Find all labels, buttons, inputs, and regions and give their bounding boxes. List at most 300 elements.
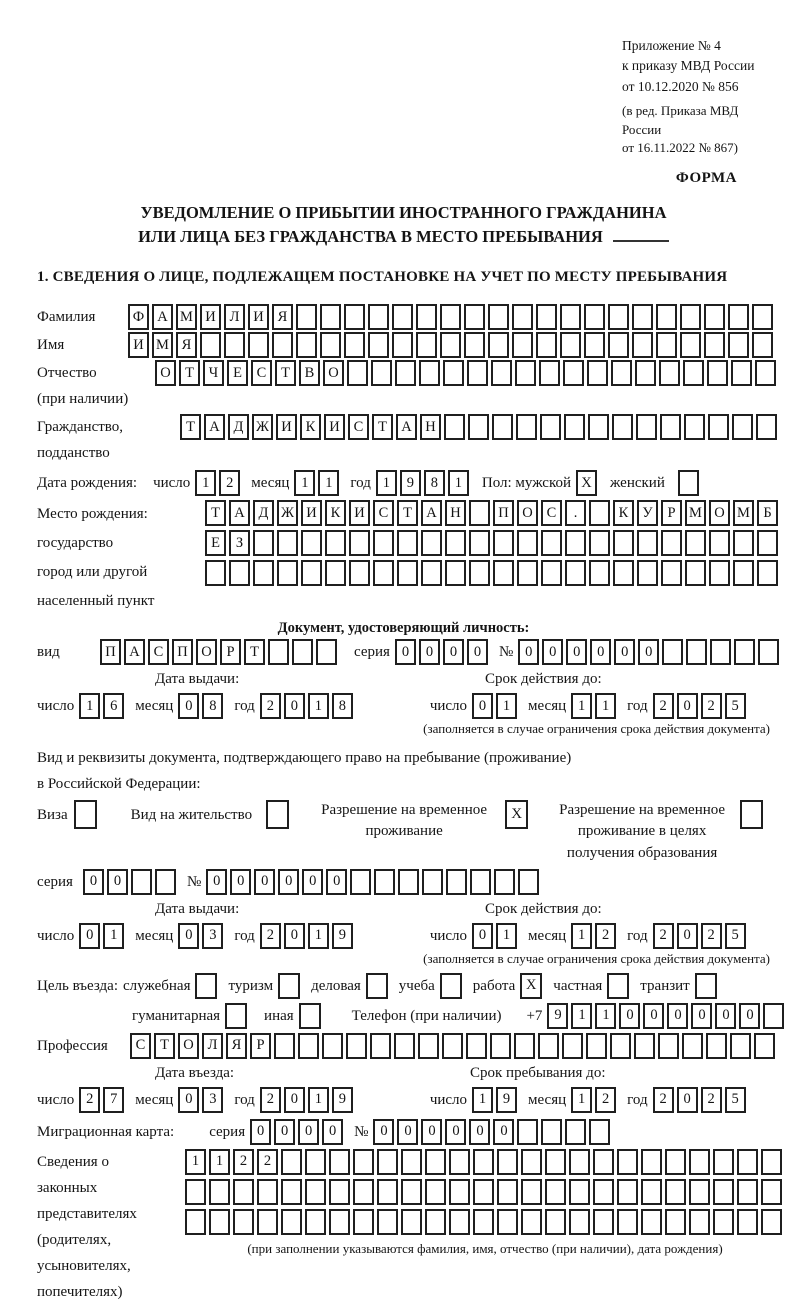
char-box: 9	[547, 1003, 568, 1029]
year-label: год	[627, 927, 648, 944]
char-box	[562, 1033, 583, 1059]
char-box	[344, 304, 365, 330]
char-box	[131, 869, 152, 895]
char-box	[565, 560, 586, 586]
char-box	[449, 1179, 470, 1205]
char-box: А	[229, 500, 250, 526]
day-label: число	[153, 475, 191, 492]
char-box: 1	[448, 470, 469, 496]
purpose-option-label: служебная	[122, 977, 191, 994]
char-box	[224, 332, 245, 358]
entry-year	[260, 1087, 356, 1113]
char-box: 0	[107, 869, 128, 895]
char-box	[685, 530, 706, 556]
char-box: Н	[445, 500, 466, 526]
char-box	[185, 1179, 206, 1205]
char-box	[373, 560, 394, 586]
staydoc-number-boxes	[206, 869, 542, 895]
char-box	[710, 639, 731, 665]
char-box	[569, 1149, 590, 1175]
char-box: 0	[469, 1119, 490, 1145]
char-box: 1	[571, 1003, 592, 1029]
char-box	[443, 360, 464, 386]
purpose-option-label: гуманитарная	[132, 1007, 221, 1024]
char-box	[398, 869, 419, 895]
char-box	[277, 530, 298, 556]
until-year	[653, 1087, 749, 1113]
ref-line: от 10.12.2020 № 856	[622, 78, 739, 94]
char-box	[516, 414, 537, 440]
staydoc-issue-day	[79, 923, 127, 949]
char-box: Т	[244, 639, 265, 665]
sex-label: Пол: мужской	[481, 475, 572, 492]
purpose-option-label: деловая	[311, 977, 361, 994]
char-box	[274, 1033, 295, 1059]
char-box	[368, 304, 389, 330]
char-box: О	[709, 500, 730, 526]
char-box: О	[178, 1033, 199, 1059]
iddoc-kind-label: вид	[37, 644, 60, 661]
char-box	[322, 1033, 343, 1059]
char-box	[661, 530, 682, 556]
iddoc-note: (заполняется в случае ограничения срока действия документа)	[423, 721, 770, 737]
char-box	[469, 560, 490, 586]
staydoc-date-headers	[37, 901, 770, 923]
char-box: У	[637, 500, 658, 526]
day-label: число	[37, 927, 75, 944]
char-box: 0	[373, 1119, 394, 1145]
citizenship-label: Гражданство, подданство	[37, 419, 124, 462]
char-box	[611, 360, 632, 386]
char-box: 1	[185, 1149, 206, 1175]
char-box	[425, 1149, 446, 1175]
char-box	[521, 1149, 542, 1175]
char-box: А	[152, 304, 173, 330]
entry-date-headers	[37, 1065, 770, 1087]
birthplace-boxes	[205, 500, 781, 586]
birth-year-boxes	[376, 470, 472, 496]
char-box: А	[204, 414, 225, 440]
char-box	[518, 869, 539, 895]
purpose-option-label: частная	[553, 977, 603, 994]
birthdate-label: Дата рождения:	[37, 475, 138, 492]
staydoc-valid-year	[653, 923, 749, 949]
char-box: Т	[397, 500, 418, 526]
char-box: З	[229, 530, 250, 556]
staydoc-series-boxes	[83, 869, 179, 895]
birthplace-row-1	[205, 500, 781, 526]
char-box	[292, 639, 313, 665]
char-box	[517, 1119, 538, 1145]
char-box	[419, 360, 440, 386]
char-box: Ж	[277, 500, 298, 526]
char-box	[296, 332, 317, 358]
char-box	[514, 1033, 535, 1059]
char-box: О	[196, 639, 217, 665]
title-line-2: ИЛИ ЛИЦА БЕЗ ГРАЖДАНСТВА В МЕСТО ПРЕБЫВАНИЯ	[37, 225, 770, 249]
profession-row	[37, 1033, 770, 1059]
staydoc-dates-row	[37, 923, 770, 949]
entry-month	[178, 1087, 226, 1113]
char-box: 2	[701, 923, 722, 949]
year-label: год	[234, 1091, 255, 1108]
staydoc-issue-month	[178, 923, 226, 949]
char-box	[329, 1209, 350, 1235]
char-box	[569, 1179, 590, 1205]
char-box	[756, 414, 777, 440]
char-box: 0	[643, 1003, 664, 1029]
iddoc-issue-day	[79, 693, 127, 719]
char-box: 0	[302, 869, 323, 895]
char-box: 6	[103, 693, 124, 719]
char-box	[641, 1209, 662, 1235]
char-box	[658, 1033, 679, 1059]
series-label: серия	[37, 873, 73, 890]
visa-label: Виза	[37, 806, 68, 823]
char-box	[593, 1209, 614, 1235]
char-box: 9	[332, 923, 353, 949]
char-box	[468, 414, 489, 440]
char-box	[473, 1209, 494, 1235]
day-label: число	[429, 1091, 468, 1108]
birthplace-label: Место рождения: государство город или другой населенный пункт	[37, 506, 155, 610]
char-box: 5	[725, 923, 746, 949]
char-box: 0	[397, 1119, 418, 1145]
phone-boxes	[547, 1003, 787, 1029]
char-box: 2	[257, 1149, 278, 1175]
char-box: 0	[667, 1003, 688, 1029]
char-box	[545, 1149, 566, 1175]
char-box: С	[373, 500, 394, 526]
iddoc-series-boxes	[395, 639, 491, 665]
purpose-private-checkbox	[607, 973, 629, 999]
char-box	[374, 869, 395, 895]
char-box: Н	[420, 414, 441, 440]
char-box	[469, 500, 490, 526]
char-box	[689, 1179, 710, 1205]
char-box	[515, 360, 536, 386]
char-box	[449, 1149, 470, 1175]
char-box	[632, 332, 653, 358]
char-box: 1	[103, 923, 124, 949]
char-box	[253, 530, 274, 556]
char-box	[344, 332, 365, 358]
representatives-note: (при заполнении указываются фамилия, имя, отчество (при наличии), дата рождения)	[247, 1240, 723, 1256]
char-box: 0	[274, 1119, 295, 1145]
char-box	[421, 530, 442, 556]
char-box: 7	[103, 1087, 124, 1113]
char-box: 0	[493, 1119, 514, 1145]
purpose-row-1	[37, 973, 770, 999]
char-box	[659, 360, 680, 386]
char-box: 0	[472, 923, 493, 949]
char-box: 2	[653, 923, 674, 949]
char-box	[541, 1119, 562, 1145]
temp-permit-label: Разрешение на временное проживание	[321, 801, 488, 840]
char-box	[470, 869, 491, 895]
valid-until-header: Срок действия до:	[485, 671, 602, 688]
char-box: 8	[424, 470, 445, 496]
sex-male-checkbox: X	[576, 470, 597, 496]
char-box	[758, 639, 779, 665]
char-box: Я	[176, 332, 197, 358]
char-box	[612, 414, 633, 440]
char-box	[665, 1149, 686, 1175]
number-label: №	[186, 873, 202, 890]
char-box: С	[148, 639, 169, 665]
char-box	[641, 1149, 662, 1175]
char-box	[233, 1179, 254, 1205]
edu-permit-checkbox	[740, 800, 763, 829]
birth-month-boxes	[294, 470, 342, 496]
char-box	[394, 1033, 415, 1059]
char-box	[662, 639, 683, 665]
char-box: 0	[715, 1003, 736, 1029]
char-box	[353, 1179, 374, 1205]
char-box	[761, 1149, 782, 1175]
title-underline	[613, 226, 669, 242]
char-box	[373, 530, 394, 556]
iddoc-valid-year	[653, 693, 749, 719]
migration-card-row	[37, 1119, 770, 1145]
staydoc-intro: Вид и реквизиты документа, подтверждающего право на пребывание (проживание) в Российской Федерации:	[37, 750, 572, 793]
char-box	[752, 304, 773, 330]
char-box: А	[396, 414, 417, 440]
char-box	[395, 360, 416, 386]
char-box	[587, 360, 608, 386]
day-label: число	[429, 698, 468, 715]
char-box	[680, 304, 701, 330]
char-box	[401, 1149, 422, 1175]
char-box: 0	[83, 869, 104, 895]
char-box: 0	[542, 639, 563, 665]
char-box	[392, 304, 413, 330]
char-box	[493, 530, 514, 556]
char-box: 0	[739, 1003, 760, 1029]
char-box: 0	[677, 923, 698, 949]
purpose-official-checkbox	[195, 973, 217, 999]
profession-boxes	[130, 1033, 778, 1059]
char-box: 2	[701, 1087, 722, 1113]
char-box: 2	[701, 693, 722, 719]
char-box	[301, 530, 322, 556]
char-box	[608, 332, 629, 358]
char-box	[473, 1179, 494, 1205]
char-box: К	[325, 500, 346, 526]
iddoc-valid-day	[472, 693, 520, 719]
char-box	[763, 1003, 784, 1029]
char-box	[584, 332, 605, 358]
birthdate-row	[37, 470, 770, 496]
day-label: число	[429, 927, 468, 944]
char-box	[713, 1179, 734, 1205]
section1-heading: 1. СВЕДЕНИЯ О ЛИЦЕ, ПОДЛЕЖАЩЕМ ПОСТАНОВКЕ НА УЧЕТ ПО МЕСТУ ПРЕБЫВАНИЯ	[37, 269, 728, 286]
char-box	[541, 530, 562, 556]
char-box	[608, 304, 629, 330]
char-box	[329, 1149, 350, 1175]
month-label: месяц	[528, 698, 567, 715]
char-box	[422, 869, 443, 895]
char-box	[708, 414, 729, 440]
char-box: Ч	[203, 360, 224, 386]
char-box	[757, 530, 778, 556]
char-box	[656, 304, 677, 330]
citizenship-boxes	[180, 414, 780, 440]
until-month	[571, 1087, 619, 1113]
char-box	[397, 560, 418, 586]
char-box	[281, 1149, 302, 1175]
char-box: 2	[595, 1087, 616, 1113]
char-box	[656, 332, 677, 358]
char-box: Т	[372, 414, 393, 440]
patronymic-boxes	[155, 360, 779, 386]
purpose-option-label: иная	[264, 1007, 294, 1024]
profession-label: Профессия	[37, 1037, 108, 1054]
char-box	[497, 1209, 518, 1235]
char-box	[637, 530, 658, 556]
residence-permit-label: Вид на жительство	[130, 806, 253, 823]
char-box	[305, 1209, 326, 1235]
char-box	[233, 1209, 254, 1235]
entry-day	[79, 1087, 127, 1113]
char-box: С	[348, 414, 369, 440]
char-box	[442, 1033, 463, 1059]
number-label: №	[354, 1123, 369, 1140]
char-box: Р	[220, 639, 241, 665]
char-box	[512, 304, 533, 330]
char-box: А	[124, 639, 145, 665]
char-box	[683, 360, 704, 386]
char-box: 1	[571, 923, 592, 949]
char-box	[637, 560, 658, 586]
char-box: 0	[178, 1087, 199, 1113]
purpose-business-checkbox	[366, 973, 388, 999]
char-box: М	[685, 500, 706, 526]
firstname-row	[37, 332, 770, 358]
char-box	[665, 1209, 686, 1235]
char-box: 0	[284, 693, 305, 719]
firstname-boxes	[128, 332, 776, 358]
char-box: Б	[757, 500, 778, 526]
entry-dates-row	[37, 1087, 770, 1113]
char-box	[565, 1119, 586, 1145]
char-box: 9	[400, 470, 421, 496]
char-box: 0	[566, 639, 587, 665]
char-box	[185, 1209, 206, 1235]
char-box: Ф	[128, 304, 149, 330]
surname-label: Фамилия	[37, 309, 96, 326]
day-label: число	[37, 1091, 75, 1108]
char-box: П	[493, 500, 514, 526]
char-box	[268, 639, 289, 665]
char-box	[682, 1033, 703, 1059]
patronymic-row	[37, 360, 770, 412]
char-box	[737, 1209, 758, 1235]
char-box: Д	[253, 500, 274, 526]
char-box	[377, 1209, 398, 1235]
char-box	[353, 1149, 374, 1175]
char-box	[755, 360, 776, 386]
char-box: С	[251, 360, 272, 386]
issue-date-header: Дата выдачи:	[155, 671, 240, 688]
staydoc-valid-day	[472, 923, 520, 949]
char-box	[517, 560, 538, 586]
char-box	[325, 530, 346, 556]
number-label: №	[498, 644, 514, 661]
series-label: серия	[354, 644, 390, 661]
birthplace-block	[37, 500, 770, 616]
char-box	[737, 1179, 758, 1205]
char-box: 0	[677, 693, 698, 719]
representatives-row-3	[185, 1209, 785, 1235]
char-box	[613, 560, 634, 586]
char-box: 9	[496, 1087, 517, 1113]
purpose-tourism-checkbox	[278, 973, 300, 999]
char-box	[466, 1033, 487, 1059]
char-box	[155, 869, 176, 895]
iddoc-number-boxes	[518, 639, 782, 665]
amendment-line: от 16.11.2022 № 867)	[622, 140, 739, 156]
form-word: ФОРМА	[675, 170, 737, 187]
title-line-1: УВЕДОМЛЕНИЕ О ПРИБЫТИИ ИНОСТРАННОГО ГРАЖДАНИНА	[140, 203, 667, 223]
char-box: 5	[725, 1087, 746, 1113]
char-box	[617, 1209, 638, 1235]
char-box	[416, 332, 437, 358]
char-box: 1	[595, 1003, 616, 1029]
char-box: Т	[180, 414, 201, 440]
char-box	[494, 869, 515, 895]
char-box: 0	[443, 639, 464, 665]
year-label: год	[234, 698, 255, 715]
char-box: Р	[250, 1033, 271, 1059]
char-box	[584, 304, 605, 330]
char-box: 1	[318, 470, 339, 496]
char-box	[540, 414, 561, 440]
char-box: 1	[571, 693, 592, 719]
surname-boxes	[128, 304, 776, 330]
char-box	[473, 1149, 494, 1175]
char-box: 0	[79, 923, 100, 949]
char-box	[754, 1033, 775, 1059]
char-box	[610, 1033, 631, 1059]
phone-label: Телефон (при наличии)	[351, 1007, 502, 1024]
char-box: .	[565, 500, 586, 526]
char-box: С	[130, 1033, 151, 1059]
char-box: Е	[227, 360, 248, 386]
char-box	[497, 1179, 518, 1205]
month-label: месяц	[135, 927, 174, 944]
char-box: Р	[661, 500, 682, 526]
char-box: 1	[308, 923, 329, 949]
char-box	[665, 1179, 686, 1205]
char-box	[689, 1149, 710, 1175]
char-box: Т	[179, 360, 200, 386]
char-box: 1	[571, 1087, 592, 1113]
char-box	[680, 332, 701, 358]
firstname-label: Имя	[37, 337, 65, 354]
char-box	[589, 530, 610, 556]
edu-permit-label: Разрешение на временное проживание в целях получения образования	[559, 801, 726, 862]
char-box	[464, 304, 485, 330]
char-box	[401, 1209, 422, 1235]
stay-until-header: Срок пребывания до:	[470, 1064, 606, 1081]
month-label: месяц	[135, 1091, 174, 1108]
char-box: 0	[638, 639, 659, 665]
month-label: месяц	[135, 698, 174, 715]
char-box	[564, 414, 585, 440]
char-box	[593, 1149, 614, 1175]
char-box: 0	[298, 1119, 319, 1145]
